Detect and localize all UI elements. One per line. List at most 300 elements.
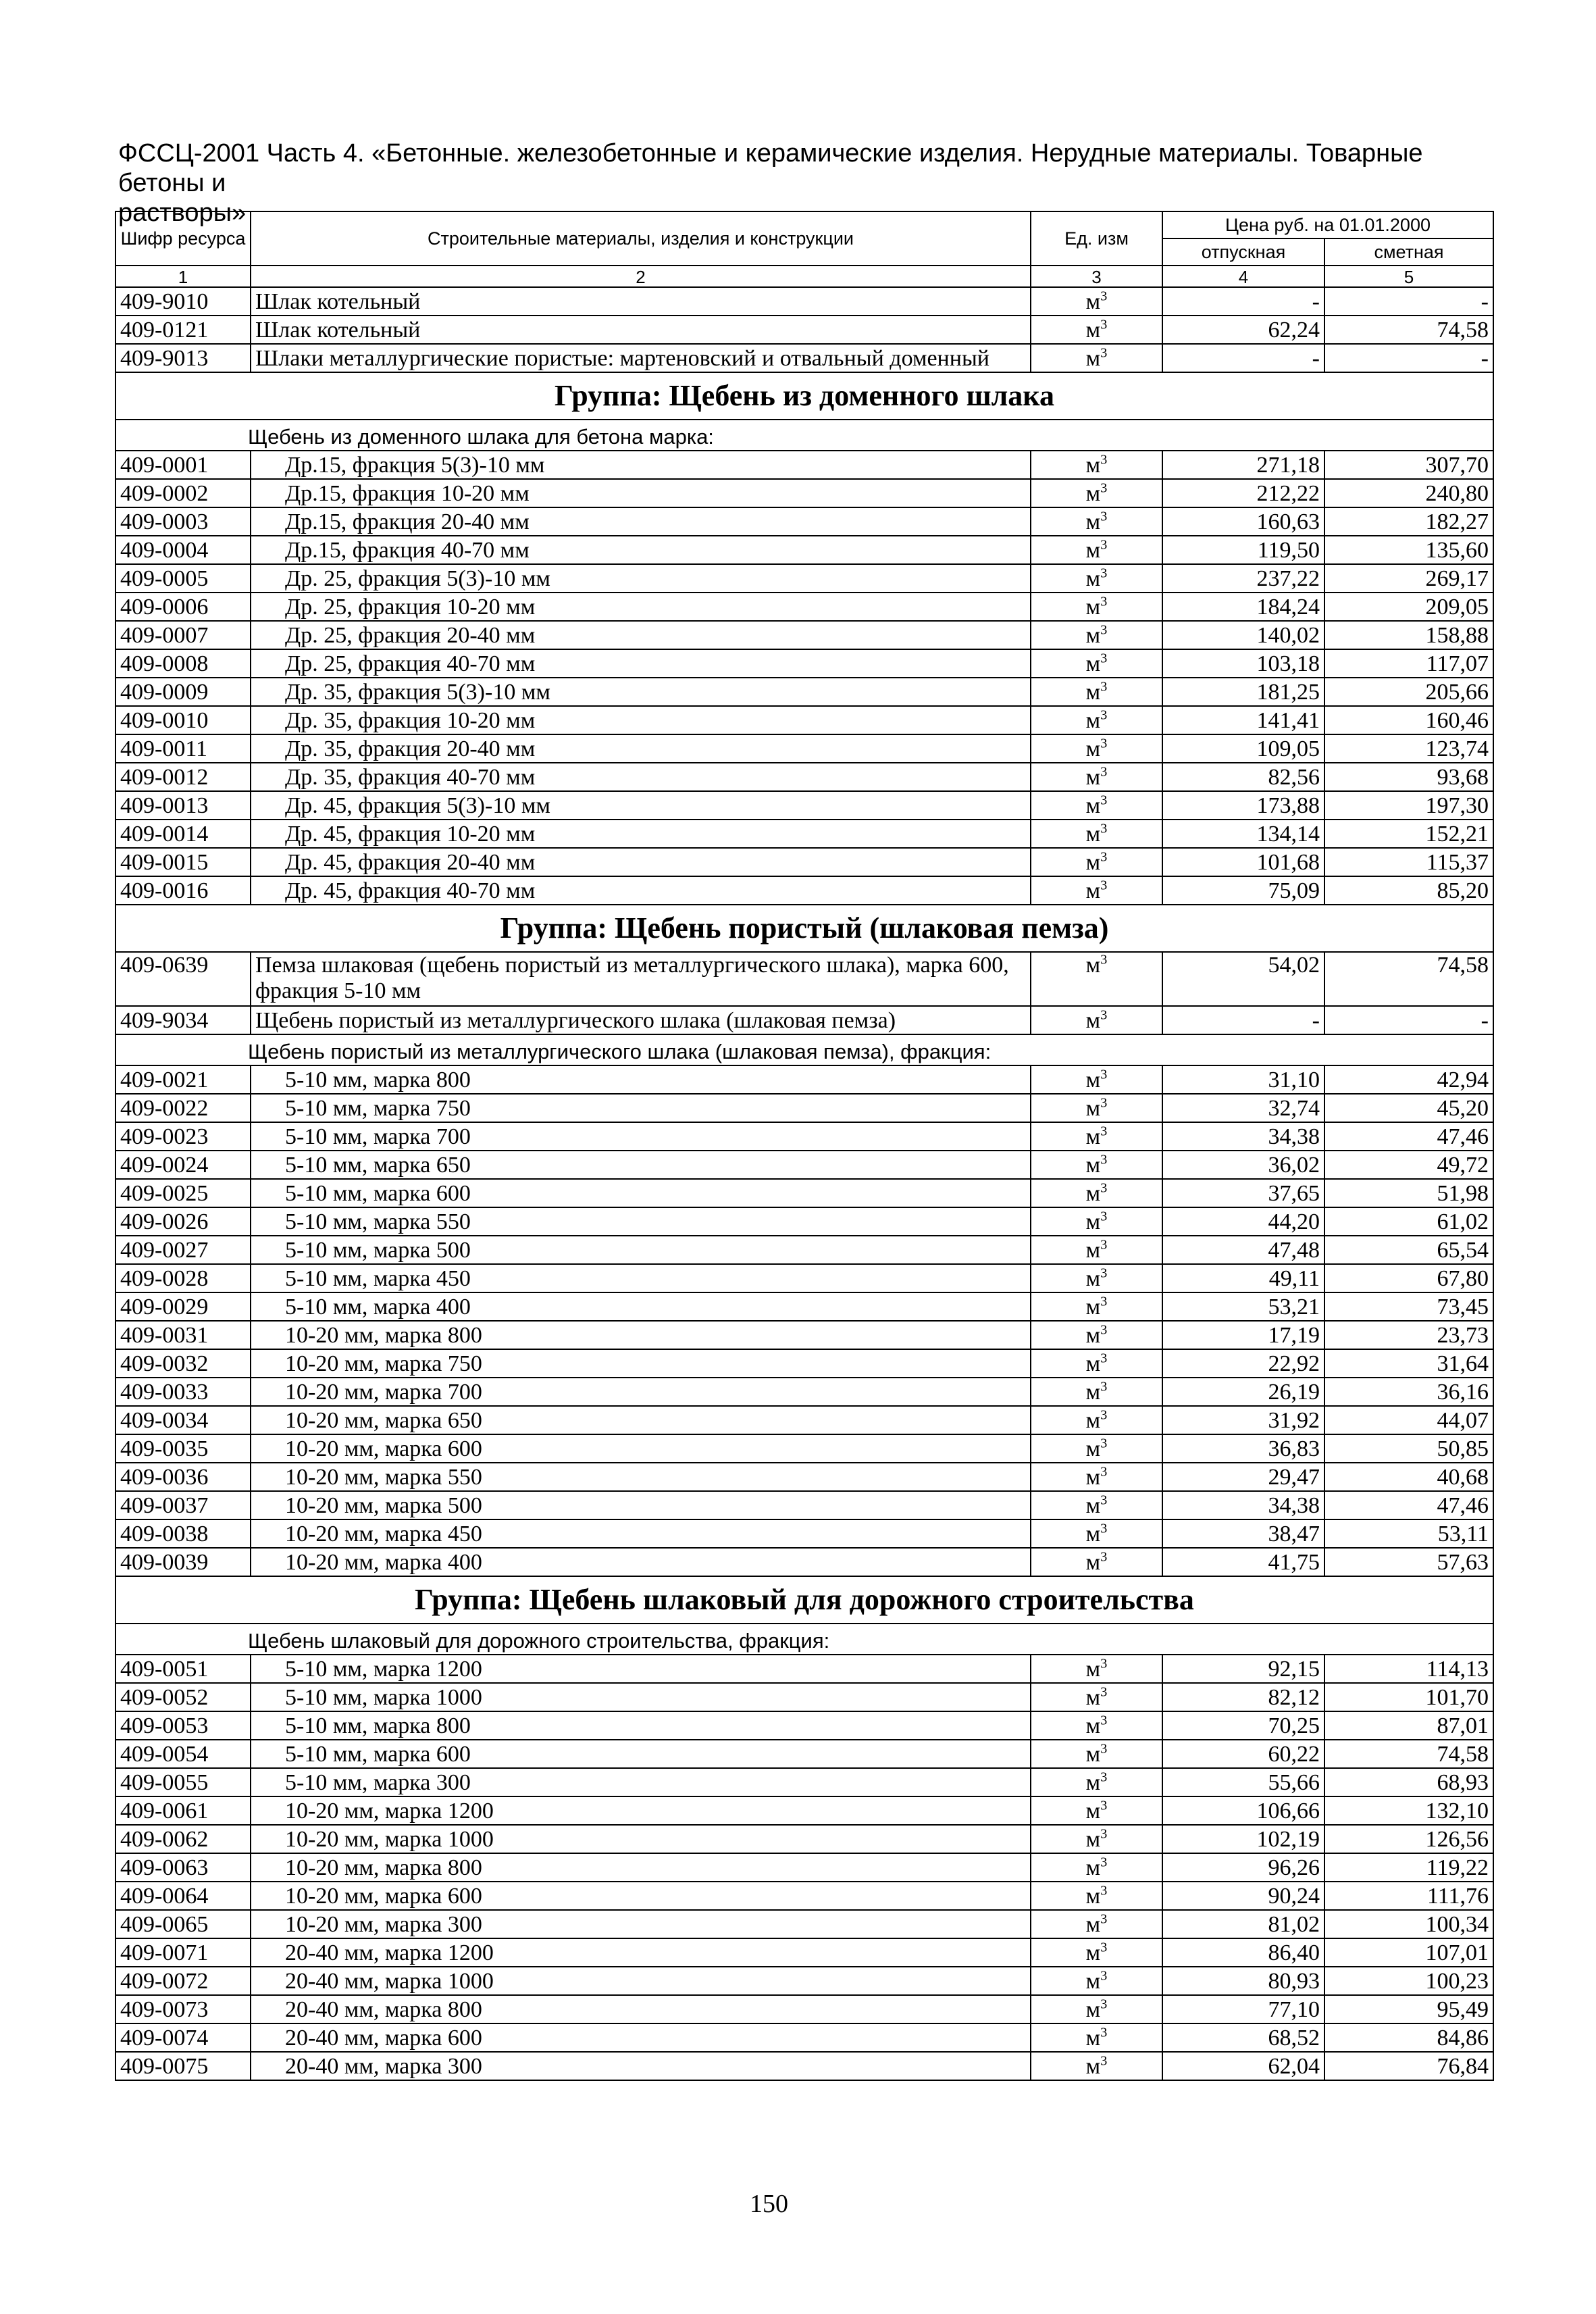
resource-code: 409-0003 bbox=[115, 507, 251, 536]
table-row bbox=[115, 1463, 1493, 1491]
unit-exponent: 3 bbox=[1100, 1769, 1108, 1785]
resource-code: 409-0002 bbox=[115, 479, 251, 507]
unit-cell bbox=[1031, 1179, 1162, 1207]
unit-text: м bbox=[1085, 1969, 1101, 1994]
unit-text: м bbox=[1085, 1238, 1101, 1263]
material-name: Др. 25, фракция 10-20 мм bbox=[251, 593, 1031, 621]
unit-text: м bbox=[1085, 623, 1101, 648]
group-heading: Группа: Щебень из доменного шлака bbox=[115, 372, 1493, 420]
release-price: 31,10 bbox=[1162, 1065, 1324, 1094]
unit-exponent: 3 bbox=[1100, 1549, 1108, 1565]
unit-text: м bbox=[1085, 1713, 1101, 1738]
estimate-price: 123,74 bbox=[1324, 734, 1493, 763]
release-price: 271,18 bbox=[1162, 451, 1324, 479]
release-price: 90,24 bbox=[1162, 1882, 1324, 1910]
table-row bbox=[115, 1292, 1493, 1321]
table-row bbox=[115, 1882, 1493, 1910]
unit-cell bbox=[1031, 1938, 1162, 1967]
table-row bbox=[115, 564, 1493, 593]
unit-cell bbox=[1031, 507, 1162, 536]
estimate-price: 45,20 bbox=[1324, 1094, 1493, 1122]
unit-cell bbox=[1031, 1995, 1162, 2023]
unit-exponent: 3 bbox=[1100, 452, 1108, 468]
unit-exponent: 3 bbox=[1100, 1492, 1108, 1508]
unit-exponent: 3 bbox=[1100, 1996, 1108, 2012]
unit-cell bbox=[1031, 451, 1162, 479]
release-price: 55,66 bbox=[1162, 1768, 1324, 1796]
release-price: - bbox=[1162, 1006, 1324, 1034]
unit-exponent: 3 bbox=[1100, 1798, 1108, 1813]
group-heading-row bbox=[115, 905, 1493, 952]
estimate-price: 74,58 bbox=[1324, 1740, 1493, 1768]
release-price: 109,05 bbox=[1162, 734, 1324, 763]
material-name: 5-10 мм, марка 400 bbox=[251, 1292, 1031, 1321]
subheading: Щебень шлаковый для дорожного строительства, фракция: bbox=[115, 1624, 1493, 1655]
material-name: 5-10 мм, марка 650 bbox=[251, 1151, 1031, 1179]
subheading-row bbox=[115, 1034, 1493, 1065]
estimate-price: 73,45 bbox=[1324, 1292, 1493, 1321]
estimate-price: 100,23 bbox=[1324, 1967, 1493, 1995]
table-row bbox=[115, 1740, 1493, 1768]
resource-code: 409-0012 bbox=[115, 763, 251, 791]
release-price: 26,19 bbox=[1162, 1378, 1324, 1406]
estimate-price: 31,64 bbox=[1324, 1349, 1493, 1378]
material-name: Др. 25, фракция 20-40 мм bbox=[251, 621, 1031, 649]
unit-exponent: 3 bbox=[1100, 1883, 1108, 1898]
header-row bbox=[115, 211, 1493, 238]
estimate-price: 209,05 bbox=[1324, 593, 1493, 621]
release-price: 62,04 bbox=[1162, 2052, 1324, 2080]
material-name: 10-20 мм, марка 600 bbox=[251, 1882, 1031, 1910]
release-price: 41,75 bbox=[1162, 1548, 1324, 1576]
release-price: 22,92 bbox=[1162, 1349, 1324, 1378]
resource-code: 409-9013 bbox=[115, 344, 251, 372]
subheading: Щебень пористый из металлургического шлака (шлаковая пемза), фракция: bbox=[115, 1034, 1493, 1065]
estimate-price: 57,63 bbox=[1324, 1548, 1493, 1576]
release-price: 32,74 bbox=[1162, 1094, 1324, 1122]
material-name: 10-20 мм, марка 750 bbox=[251, 1349, 1031, 1378]
unit-text: м bbox=[1085, 1827, 1101, 1852]
release-price: 184,24 bbox=[1162, 593, 1324, 621]
unit-cell bbox=[1031, 1349, 1162, 1378]
unit-cell bbox=[1031, 1463, 1162, 1491]
table-row bbox=[115, 734, 1493, 763]
release-price: 77,10 bbox=[1162, 1995, 1324, 2023]
unit-exponent: 3 bbox=[1100, 2025, 1108, 2040]
resource-code: 409-0075 bbox=[115, 2052, 251, 2080]
table-row bbox=[115, 621, 1493, 649]
estimate-price: 67,80 bbox=[1324, 1264, 1493, 1292]
unit-cell bbox=[1031, 2052, 1162, 2080]
group-heading: Группа: Щебень пористый (шлаковая пемза) bbox=[115, 905, 1493, 952]
unit-exponent: 3 bbox=[1100, 1067, 1108, 1082]
release-price: 36,83 bbox=[1162, 1434, 1324, 1463]
table-row bbox=[115, 1094, 1493, 1122]
resource-code: 409-0016 bbox=[115, 876, 251, 905]
estimate-price: 42,94 bbox=[1324, 1065, 1493, 1094]
unit-cell bbox=[1031, 791, 1162, 820]
material-name: 5-10 мм, марка 300 bbox=[251, 1768, 1031, 1796]
unit-text: м bbox=[1085, 1351, 1101, 1376]
release-price: 106,66 bbox=[1162, 1796, 1324, 1825]
table-row bbox=[115, 1711, 1493, 1740]
resource-code: 409-0064 bbox=[115, 1882, 251, 1910]
unit-text: м bbox=[1085, 680, 1101, 705]
unit-exponent: 3 bbox=[1100, 1684, 1108, 1700]
release-price: 173,88 bbox=[1162, 791, 1324, 820]
material-name: 5-10 мм, марка 750 bbox=[251, 1094, 1031, 1122]
resource-code: 409-0054 bbox=[115, 1740, 251, 1768]
estimate-price: 76,84 bbox=[1324, 2052, 1493, 2080]
material-name: 5-10 мм, марка 600 bbox=[251, 1179, 1031, 1207]
material-name: Др.15, фракция 40-70 мм bbox=[251, 536, 1031, 564]
resource-code: 409-0073 bbox=[115, 1995, 251, 2023]
resource-code: 409-0011 bbox=[115, 734, 251, 763]
unit-cell bbox=[1031, 1292, 1162, 1321]
table-row bbox=[115, 1434, 1493, 1463]
estimate-price: 93,68 bbox=[1324, 763, 1493, 791]
table-row bbox=[115, 1006, 1493, 1034]
resource-code: 409-0074 bbox=[115, 2023, 251, 2052]
unit-text: м bbox=[1085, 595, 1101, 620]
material-name: 10-20 мм, марка 1200 bbox=[251, 1796, 1031, 1825]
unit-text: м bbox=[1085, 1940, 1101, 1965]
unit-cell bbox=[1031, 1740, 1162, 1768]
subheading: Щебень из доменного шлака для бетона марка: bbox=[115, 420, 1493, 451]
estimate-price: 74,58 bbox=[1324, 316, 1493, 344]
material-name: Др. 25, фракция 5(3)-10 мм bbox=[251, 564, 1031, 593]
subheading-row bbox=[115, 1624, 1493, 1655]
unit-cell bbox=[1031, 649, 1162, 678]
table-row bbox=[115, 2023, 1493, 2052]
unit-text: м bbox=[1085, 509, 1101, 534]
estimate-price: 36,16 bbox=[1324, 1378, 1493, 1406]
unit-exponent: 3 bbox=[1100, 679, 1108, 695]
material-name: Шлаки металлургические пористые: мартеновский и отвальный доменный bbox=[251, 344, 1031, 372]
material-name: Др. 45, фракция 5(3)-10 мм bbox=[251, 791, 1031, 820]
release-price: 82,12 bbox=[1162, 1683, 1324, 1711]
unit-cell bbox=[1031, 479, 1162, 507]
unit-exponent: 3 bbox=[1100, 1940, 1108, 1955]
unit-cell bbox=[1031, 763, 1162, 791]
unit-text: м bbox=[1085, 822, 1101, 847]
material-name: 10-20 мм, марка 300 bbox=[251, 1910, 1031, 1938]
material-name: 10-20 мм, марка 400 bbox=[251, 1548, 1031, 1576]
unit-text: м bbox=[1085, 793, 1101, 818]
unit-text: м bbox=[1085, 1799, 1101, 1823]
unit-text: м bbox=[1085, 1685, 1101, 1710]
unit-exponent: 3 bbox=[1100, 821, 1108, 836]
unit-exponent: 3 bbox=[1100, 345, 1108, 361]
table-row bbox=[115, 876, 1493, 905]
material-name: 5-10 мм, марка 800 bbox=[251, 1065, 1031, 1094]
table-row bbox=[115, 316, 1493, 344]
table-row bbox=[115, 1796, 1493, 1825]
unit-text: м bbox=[1085, 1493, 1101, 1518]
resource-code: 409-0053 bbox=[115, 1711, 251, 1740]
material-name: Др. 45, фракция 10-20 мм bbox=[251, 820, 1031, 848]
estimate-price: 68,93 bbox=[1324, 1768, 1493, 1796]
material-name: 10-20 мм, марка 700 bbox=[251, 1378, 1031, 1406]
unit-cell bbox=[1031, 621, 1162, 649]
resource-code: 409-0029 bbox=[115, 1292, 251, 1321]
unit-exponent: 3 bbox=[1100, 1180, 1108, 1196]
resource-code: 409-0027 bbox=[115, 1236, 251, 1264]
header-unit: Ед. изм bbox=[1031, 211, 1162, 266]
release-price: 81,02 bbox=[1162, 1910, 1324, 1938]
table-row bbox=[115, 1264, 1493, 1292]
unit-exponent: 3 bbox=[1100, 1152, 1108, 1167]
unit-text: м bbox=[1085, 1096, 1101, 1121]
release-price: 86,40 bbox=[1162, 1938, 1324, 1967]
resource-code: 409-0008 bbox=[115, 649, 251, 678]
resource-code: 409-0026 bbox=[115, 1207, 251, 1236]
unit-cell bbox=[1031, 344, 1162, 372]
resource-code: 409-0010 bbox=[115, 706, 251, 734]
unit-text: м bbox=[1085, 1266, 1101, 1291]
release-price: 80,93 bbox=[1162, 1967, 1324, 1995]
estimate-price: 84,86 bbox=[1324, 2023, 1493, 2052]
unit-cell bbox=[1031, 1264, 1162, 1292]
estimate-price: 87,01 bbox=[1324, 1711, 1493, 1740]
resource-code: 409-0061 bbox=[115, 1796, 251, 1825]
unit-cell bbox=[1031, 734, 1162, 763]
unit-text: м bbox=[1085, 1153, 1101, 1178]
unit-cell bbox=[1031, 1491, 1162, 1519]
unit-exponent: 3 bbox=[1100, 565, 1108, 581]
material-name: 5-10 мм, марка 550 bbox=[251, 1207, 1031, 1236]
release-price: 134,14 bbox=[1162, 820, 1324, 848]
group-heading-row bbox=[115, 1576, 1493, 1624]
unit-cell bbox=[1031, 848, 1162, 876]
resource-code: 409-9034 bbox=[115, 1006, 251, 1034]
release-price: 103,18 bbox=[1162, 649, 1324, 678]
release-price: 140,02 bbox=[1162, 621, 1324, 649]
resource-code: 409-0007 bbox=[115, 621, 251, 649]
material-name: Др.15, фракция 5(3)-10 мм bbox=[251, 451, 1031, 479]
resource-code: 409-0072 bbox=[115, 1967, 251, 1995]
unit-exponent: 3 bbox=[1100, 509, 1108, 524]
unit-cell bbox=[1031, 1796, 1162, 1825]
release-price: 141,41 bbox=[1162, 706, 1324, 734]
resource-code: 409-0001 bbox=[115, 451, 251, 479]
resource-code: 409-0055 bbox=[115, 1768, 251, 1796]
unit-exponent: 3 bbox=[1100, 1095, 1108, 1111]
unit-cell bbox=[1031, 1434, 1162, 1463]
estimate-price: 152,21 bbox=[1324, 820, 1493, 848]
table-row bbox=[115, 2052, 1493, 2080]
title-line-1: ФССЦ-2001 Часть 4. «Бетонные. железобетонные и керамические изделия. Нерудные материалы. Товарные бетоны и bbox=[118, 139, 1423, 197]
table-row bbox=[115, 1548, 1493, 1576]
unit-cell bbox=[1031, 1378, 1162, 1406]
table-row bbox=[115, 820, 1493, 848]
estimate-price: 74,58 bbox=[1324, 952, 1493, 1006]
unit-cell bbox=[1031, 536, 1162, 564]
table-row bbox=[115, 1938, 1493, 1967]
table-row bbox=[115, 791, 1493, 820]
unit-text: м bbox=[1085, 1742, 1101, 1767]
subheading-row bbox=[115, 420, 1493, 451]
release-price: 70,25 bbox=[1162, 1711, 1324, 1740]
resource-code: 409-0009 bbox=[115, 678, 251, 706]
release-price: 212,22 bbox=[1162, 479, 1324, 507]
resource-code: 409-0032 bbox=[115, 1349, 251, 1378]
unit-cell bbox=[1031, 1768, 1162, 1796]
material-name: 20-40 мм, марка 300 bbox=[251, 2052, 1031, 2080]
column-number: 3 bbox=[1031, 266, 1162, 287]
unit-exponent: 3 bbox=[1100, 622, 1108, 638]
table-row bbox=[115, 678, 1493, 706]
estimate-price: 115,37 bbox=[1324, 848, 1493, 876]
table-row bbox=[115, 763, 1493, 791]
unit-cell bbox=[1031, 1006, 1162, 1034]
resource-code: 409-0005 bbox=[115, 564, 251, 593]
table-row bbox=[115, 1825, 1493, 1853]
material-name: 20-40 мм, марка 600 bbox=[251, 2023, 1031, 2052]
unit-exponent: 3 bbox=[1100, 764, 1108, 780]
release-price: 96,26 bbox=[1162, 1853, 1324, 1882]
release-price: 160,63 bbox=[1162, 507, 1324, 536]
unit-text: м bbox=[1085, 708, 1101, 733]
release-price: 29,47 bbox=[1162, 1463, 1324, 1491]
material-name: Др.15, фракция 10-20 мм bbox=[251, 479, 1031, 507]
unit-text: м bbox=[1085, 481, 1101, 506]
unit-text: м bbox=[1085, 1181, 1101, 1206]
unit-text: м bbox=[1085, 878, 1101, 903]
column-number: 1 bbox=[115, 266, 251, 287]
material-name: 10-20 мм, марка 450 bbox=[251, 1519, 1031, 1548]
header-estimate-price: сметная bbox=[1324, 238, 1493, 266]
material-name: 5-10 мм, марка 1000 bbox=[251, 1683, 1031, 1711]
column-number: 2 bbox=[251, 266, 1031, 287]
unit-cell bbox=[1031, 1683, 1162, 1711]
material-name: 5-10 мм, марка 600 bbox=[251, 1740, 1031, 1768]
estimate-price: 85,20 bbox=[1324, 876, 1493, 905]
unit-exponent: 3 bbox=[1100, 594, 1108, 609]
resource-code: 409-0013 bbox=[115, 791, 251, 820]
resource-code: 409-0031 bbox=[115, 1321, 251, 1349]
unit-cell bbox=[1031, 1406, 1162, 1434]
unit-exponent: 3 bbox=[1100, 1124, 1108, 1139]
release-price: 49,11 bbox=[1162, 1264, 1324, 1292]
unit-text: м bbox=[1085, 736, 1101, 761]
material-name: Др. 35, фракция 10-20 мм bbox=[251, 706, 1031, 734]
unit-cell bbox=[1031, 287, 1162, 316]
unit-exponent: 3 bbox=[1100, 1911, 1108, 1927]
table-row bbox=[115, 952, 1493, 1006]
unit-cell bbox=[1031, 1655, 1162, 1683]
material-name: 5-10 мм, марка 700 bbox=[251, 1122, 1031, 1151]
release-price: 82,56 bbox=[1162, 763, 1324, 791]
release-price: 181,25 bbox=[1162, 678, 1324, 706]
table-row bbox=[115, 1768, 1493, 1796]
unit-cell bbox=[1031, 1910, 1162, 1938]
resource-code: 409-0038 bbox=[115, 1519, 251, 1548]
resource-code: 409-0028 bbox=[115, 1264, 251, 1292]
table-row bbox=[115, 848, 1493, 876]
resource-code: 409-0033 bbox=[115, 1378, 251, 1406]
estimate-price: 65,54 bbox=[1324, 1236, 1493, 1264]
unit-exponent: 3 bbox=[1100, 1351, 1108, 1366]
estimate-price: 53,11 bbox=[1324, 1519, 1493, 1548]
table-row bbox=[115, 1995, 1493, 2023]
unit-text: м bbox=[1085, 566, 1101, 591]
unit-text: м bbox=[1085, 1855, 1101, 1880]
estimate-price: 307,70 bbox=[1324, 451, 1493, 479]
material-name: Щебень пористый из металлургического шлака (шлаковая пемза) bbox=[251, 1006, 1031, 1034]
material-name: 20-40 мм, марка 1000 bbox=[251, 1967, 1031, 1995]
resource-code: 409-0006 bbox=[115, 593, 251, 621]
material-name: 5-10 мм, марка 450 bbox=[251, 1264, 1031, 1292]
table-row bbox=[115, 649, 1493, 678]
unit-cell bbox=[1031, 820, 1162, 848]
unit-cell bbox=[1031, 706, 1162, 734]
estimate-price: 51,98 bbox=[1324, 1179, 1493, 1207]
release-price: 53,21 bbox=[1162, 1292, 1324, 1321]
estimate-price: 23,73 bbox=[1324, 1321, 1493, 1349]
estimate-price: 114,13 bbox=[1324, 1655, 1493, 1683]
release-price: 36,02 bbox=[1162, 1151, 1324, 1179]
table-row bbox=[115, 1519, 1493, 1548]
unit-text: м bbox=[1085, 538, 1101, 563]
unit-exponent: 3 bbox=[1100, 793, 1108, 808]
unit-exponent: 3 bbox=[1100, 1379, 1108, 1394]
unit-text: м bbox=[1085, 850, 1101, 875]
table-row bbox=[115, 1151, 1493, 1179]
unit-text: м bbox=[1085, 1067, 1101, 1092]
table-row bbox=[115, 1491, 1493, 1519]
table-row bbox=[115, 1321, 1493, 1349]
material-name: Шлак котельный bbox=[251, 287, 1031, 316]
table-row bbox=[115, 1406, 1493, 1434]
estimate-price: 100,34 bbox=[1324, 1910, 1493, 1938]
unit-text: м bbox=[1085, 1323, 1101, 1348]
estimate-price: 49,72 bbox=[1324, 1151, 1493, 1179]
table-row bbox=[115, 1683, 1493, 1711]
resource-code: 409-0024 bbox=[115, 1151, 251, 1179]
table-row bbox=[115, 1179, 1493, 1207]
unit-exponent: 3 bbox=[1100, 1741, 1108, 1757]
material-name: 5-10 мм, марка 500 bbox=[251, 1236, 1031, 1264]
material-name: Др.15, фракция 20-40 мм bbox=[251, 507, 1031, 536]
page-number: 150 bbox=[750, 2190, 788, 2218]
estimate-price: 132,10 bbox=[1324, 1796, 1493, 1825]
unit-exponent: 3 bbox=[1100, 1237, 1108, 1253]
estimate-price: 197,30 bbox=[1324, 791, 1493, 820]
resource-code: 409-0023 bbox=[115, 1122, 251, 1151]
resource-code: 409-0065 bbox=[115, 1910, 251, 1938]
table-row bbox=[115, 1349, 1493, 1378]
release-price: 54,02 bbox=[1162, 952, 1324, 1006]
unit-exponent: 3 bbox=[1100, 480, 1108, 496]
unit-text: м bbox=[1085, 453, 1101, 478]
estimate-price: 111,76 bbox=[1324, 1882, 1493, 1910]
resource-code: 409-0037 bbox=[115, 1491, 251, 1519]
estimate-price: 269,17 bbox=[1324, 564, 1493, 593]
unit-exponent: 3 bbox=[1100, 849, 1108, 865]
resource-code: 409-0039 bbox=[115, 1548, 251, 1576]
header-code: Шифр ресурса bbox=[115, 211, 251, 266]
resource-code: 409-0014 bbox=[115, 820, 251, 848]
table-row bbox=[115, 507, 1493, 536]
unit-cell bbox=[1031, 1321, 1162, 1349]
material-name: 20-40 мм, марка 1200 bbox=[251, 1938, 1031, 1967]
table-row bbox=[115, 1910, 1493, 1938]
release-price: 34,38 bbox=[1162, 1491, 1324, 1519]
table-row bbox=[115, 1378, 1493, 1406]
unit-cell bbox=[1031, 1151, 1162, 1179]
unit-text: м bbox=[1085, 1770, 1101, 1795]
